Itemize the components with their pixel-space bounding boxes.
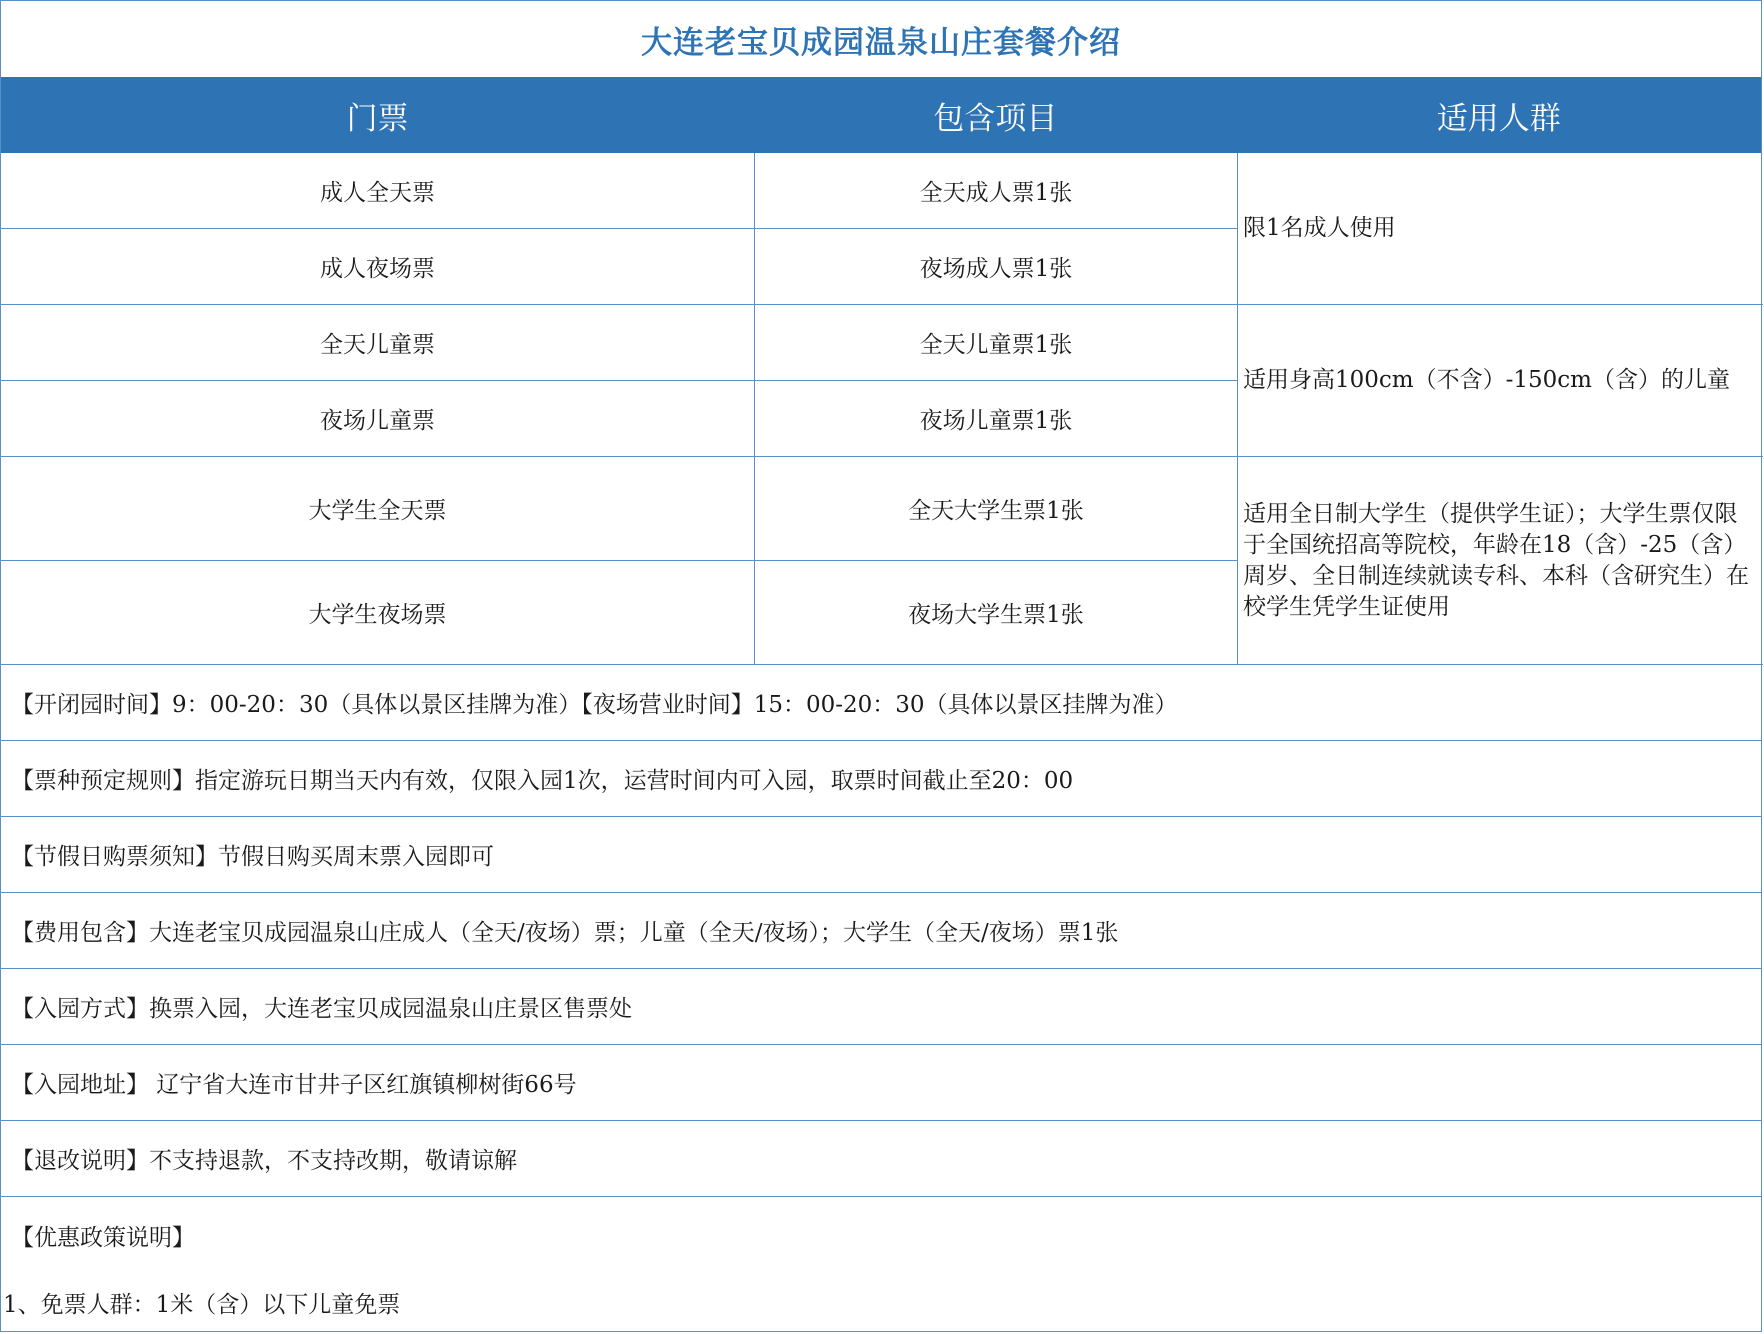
audience-text: 适用全日制大学生（提供学生证）；大学生票仅限于全国统招高等院校，年龄在18（含）-25（含）周岁、全日制连续就读专科、本科（含研究生）在校学生凭学生证使用 xyxy=(1243,500,1749,620)
audience-text: 适用身高100cm（不含）-150cm（含）的儿童 xyxy=(1243,367,1730,393)
header-ticket: 门票 xyxy=(346,100,409,137)
table-header xyxy=(1,77,1761,153)
audience-text: 限1名成人使用 xyxy=(1243,215,1396,241)
header-audience: 适用人群 xyxy=(1436,100,1561,137)
ticket-content: 夜场大学生票1张 xyxy=(755,561,1238,665)
ticket-name: 成人全天票 xyxy=(1,153,755,229)
ticket-content: 全天儿童票1张 xyxy=(755,305,1238,381)
info-address: 【入园地址】 辽宁省大连市甘井子区红旗镇柳树街66号 xyxy=(1,1045,1761,1121)
page-title: 大连老宝贝成园温泉山庄套餐介绍 xyxy=(641,24,1121,61)
ticket-name: 成人夜场票 xyxy=(1,229,755,305)
ticket-content: 全天大学生票1张 xyxy=(755,457,1238,561)
audience-student xyxy=(1238,457,1763,665)
info-discount-title: 【优惠政策说明】 xyxy=(11,1224,195,1251)
info-holiday-notice: 【节假日购票须知】节假日购买周末票入园即可 xyxy=(1,817,1761,893)
ticket-content: 夜场成人票1张 xyxy=(755,229,1238,305)
audience-adult xyxy=(1238,153,1763,305)
ticket-name: 大学生全天票 xyxy=(1,457,755,561)
info-entry-method: 【入园方式】换票入园，大连老宝贝成园温泉山庄景区售票处 xyxy=(1,969,1761,1045)
info-refund-policy: 【退改说明】不支持退款，不支持改期，敬请谅解 xyxy=(1,1121,1761,1197)
info-free-ticket: 1、免票人群：1米（含）以下儿童免票 xyxy=(3,1291,401,1318)
audience-child xyxy=(1238,305,1763,457)
ticket-name: 夜场儿童票 xyxy=(1,381,755,457)
info-booking-rules: 【票种预定规则】指定游玩日期当天内有效，仅限入园1次，运营时间内可入园，取票时间截止至20：00 xyxy=(1,741,1761,817)
info-hours: 【开闭园时间】9：00-20：30（具体以景区挂牌为准）【夜场营业时间】15：00-20：30（具体以景区挂牌为准） xyxy=(1,665,1761,741)
header-includes: 包含项目 xyxy=(933,100,1058,137)
info-fee-includes: 【费用包含】大连老宝贝成园温泉山庄成人（全天/夜场）票；儿童（全天/夜场）；大学生（全天/夜场）票1张 xyxy=(1,893,1761,969)
ticket-content: 全天成人票1张 xyxy=(755,153,1238,229)
ticket-name: 全天儿童票 xyxy=(1,305,755,381)
ticket-content: 夜场儿童票1张 xyxy=(755,381,1238,457)
ticket-name: 大学生夜场票 xyxy=(1,561,755,665)
